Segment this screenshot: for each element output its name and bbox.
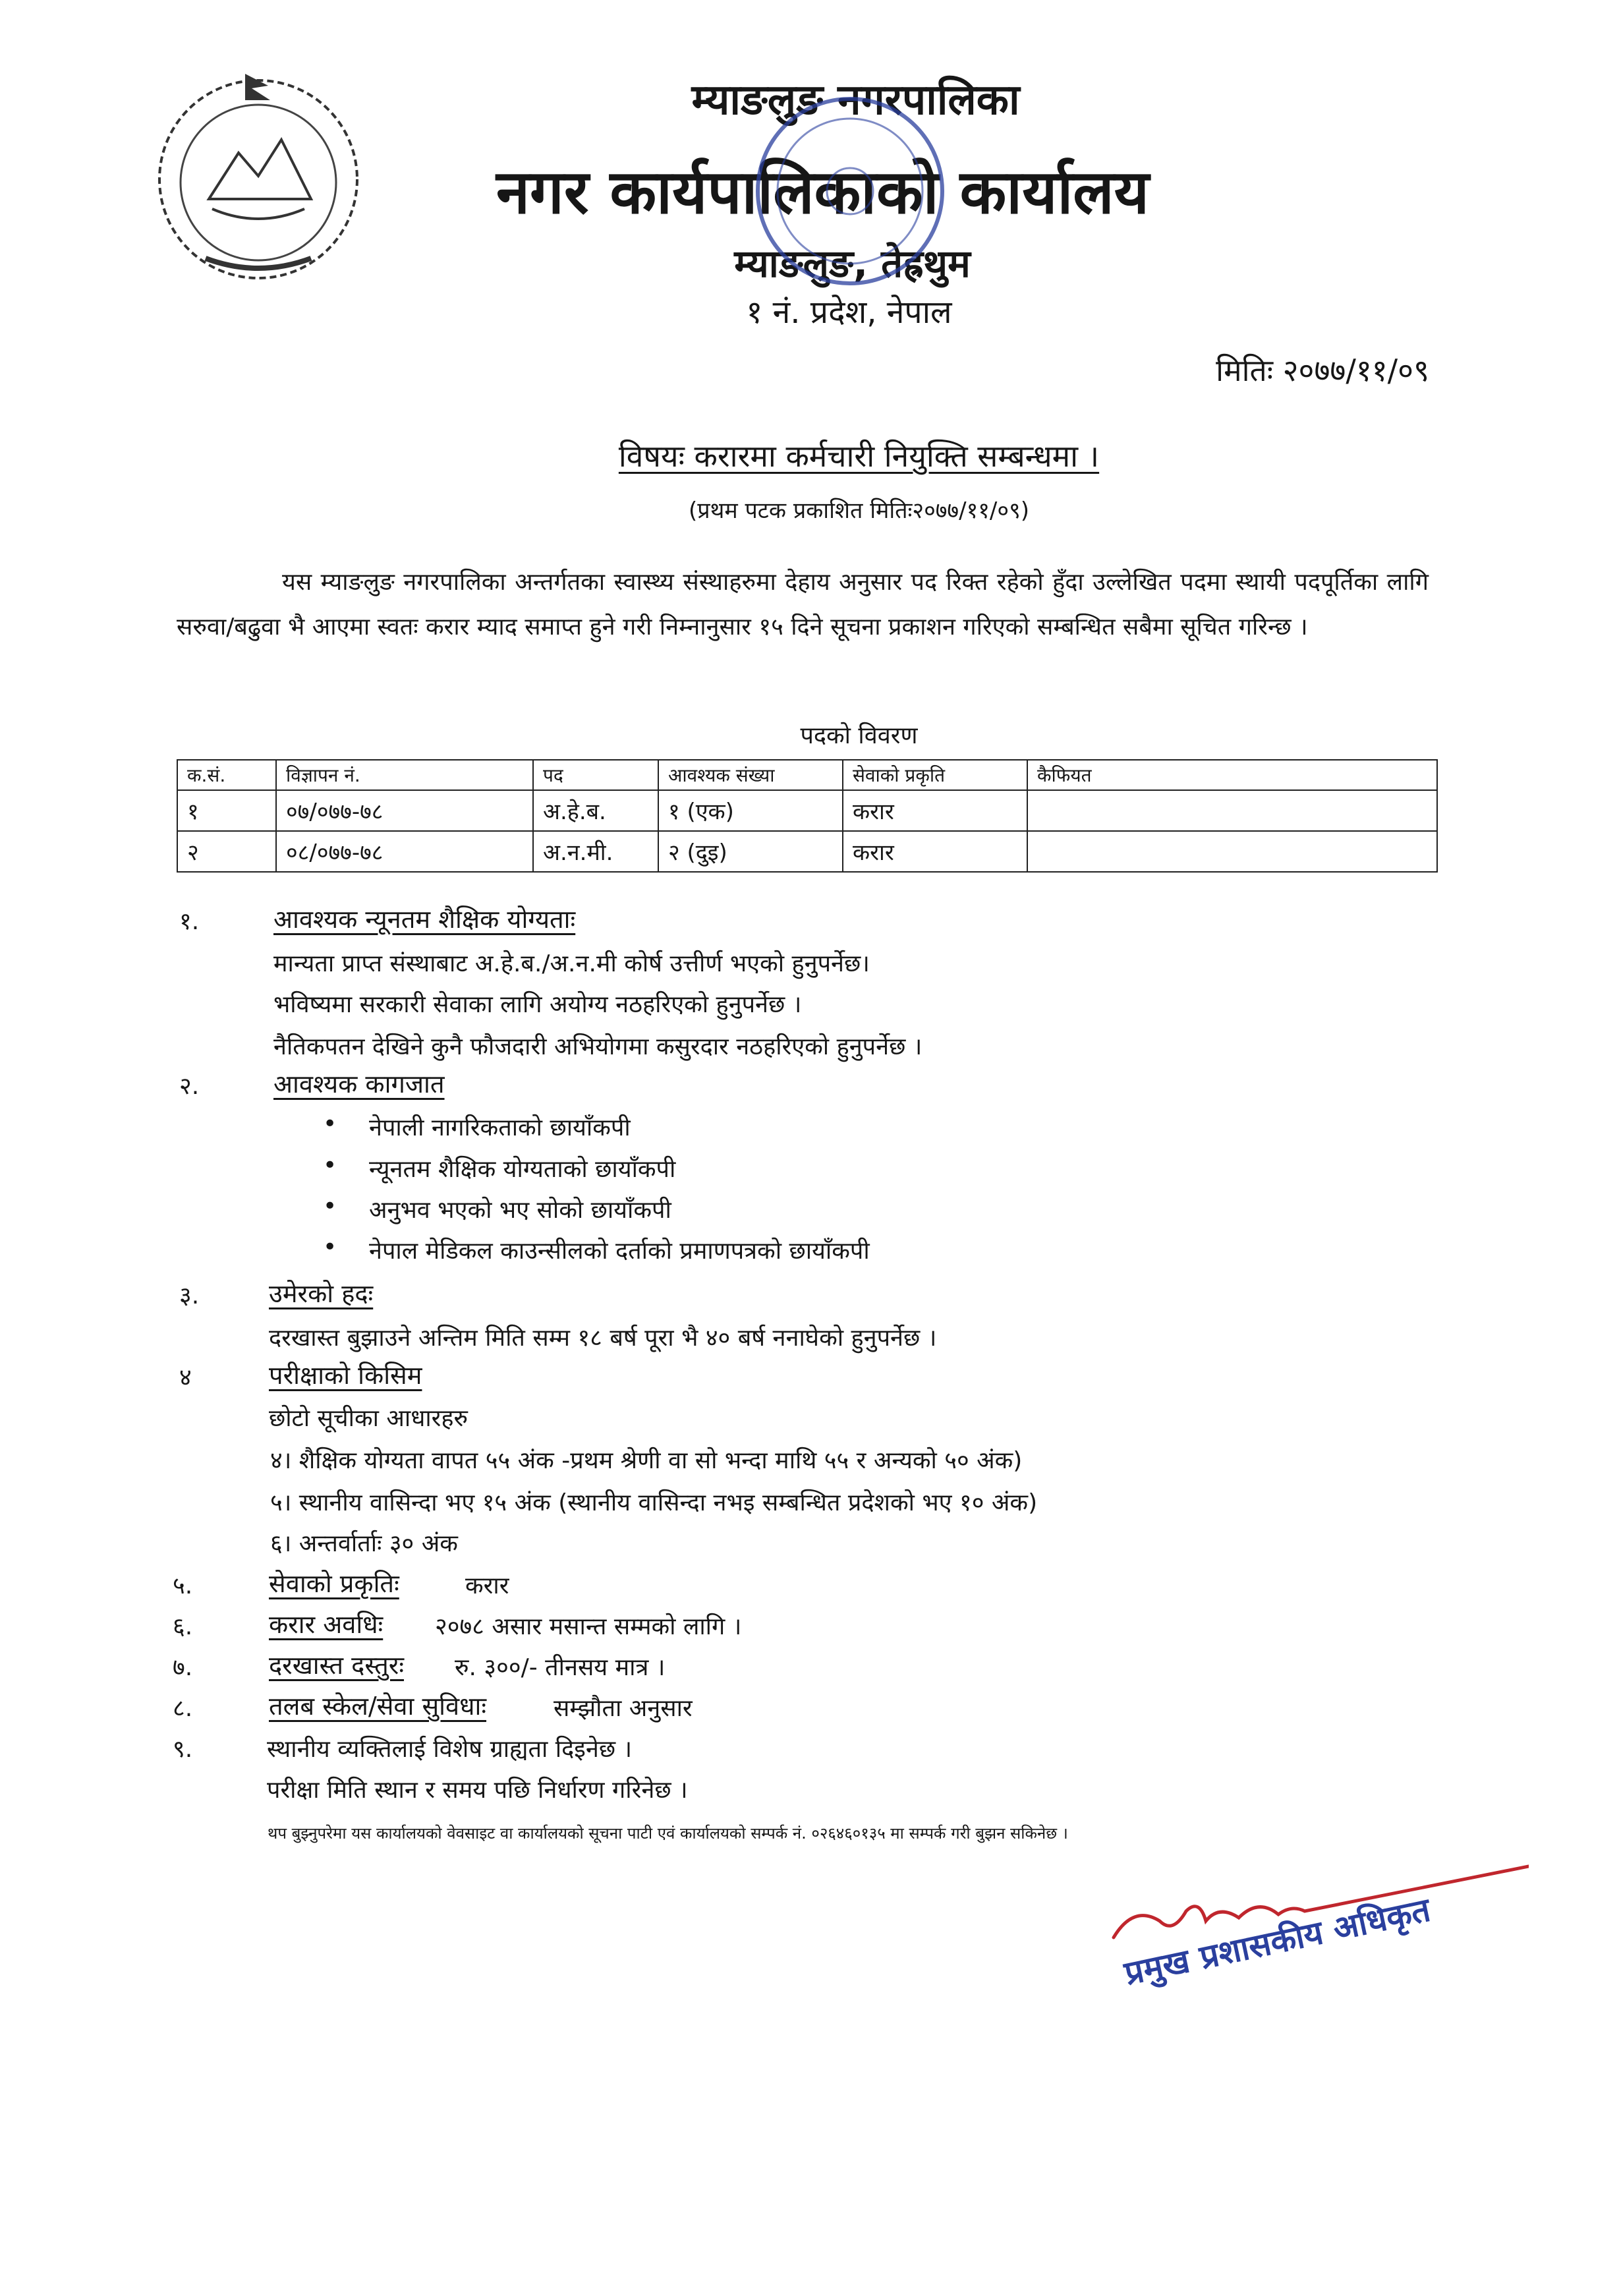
section-number: ३.: [179, 1282, 200, 1309]
table-cell: अ.न.मी.: [533, 831, 658, 872]
column-header: क.सं.: [177, 760, 276, 790]
table-cell: २: [177, 831, 276, 872]
section-title: उमेरको हदः: [269, 1279, 374, 1308]
scoring-item: ६। अन्तर्वार्ताः ३० अंक: [270, 1530, 458, 1557]
section-value: २०७८ असार मसान्त सम्मको लागि ।: [435, 1613, 742, 1640]
section-title: तलब स्केल/सेवा सुविधाः: [269, 1692, 487, 1721]
officer-stamp: प्रमुख प्रशासकीय अधिकृत: [1121, 1890, 1434, 1993]
section-line: दरखास्त बुझाउने अन्तिम मिति सम्म १८ बर्ष पूरा भै ४० बर्ष ननाघेको हुनुपर्नेछ ।: [269, 1325, 937, 1352]
section-title: परीक्षाको किसिम: [269, 1361, 422, 1390]
column-header: विज्ञापन नं.: [276, 760, 533, 790]
section-number: ४: [179, 1364, 192, 1391]
section-number: ८.: [173, 1695, 193, 1722]
section-value: रु. ३००/- तीनसय मात्र ।: [455, 1654, 666, 1681]
contact-footnote: थप बुझ्नुपरेमा यस कार्यालयको वेवसाइट वा कार्यालयको सूचना पाटी एवं कार्यालयको सम्पर्क नं. ०२६४६०१३५ मा सम्पर्क गरी बुझन सकिनेछ ।: [268, 1824, 1068, 1843]
table-cell: करार: [843, 831, 1027, 872]
section-line: नैतिकपतन देखिने कुनै फौजदारी अभियोगमा कसुरदार नठहरिएको हुनुपर्नेछ ।: [273, 1033, 923, 1060]
table-cell: [1027, 790, 1437, 831]
table-caption: पदको विवरण: [800, 722, 918, 749]
section-line: भविष्यमा सरकारी सेवाका लागि अयोग्य नठहरिएको हुनुपर्नेछ ।: [273, 991, 802, 1018]
section-title: सेवाको प्रकृतिः: [269, 1569, 399, 1598]
section-number: ७.: [173, 1654, 193, 1681]
scoring-item: ४। शैक्षिक योग्यता वापत ५५ अंक -प्रथम श्रेणी वा सो भन्दा माथि ५५ र अन्यको ५० अंक): [270, 1447, 1023, 1474]
section-line: परीक्षा मिति स्थान र समय पछि निर्धारण गरिनेछ ।: [267, 1777, 688, 1804]
table-cell: १ (एक): [658, 790, 843, 831]
table-cell: २ (दुइ): [658, 831, 843, 872]
list-item: • नेपाली नागरिकताको छायाँकपी: [369, 1110, 631, 1143]
table-cell: [1027, 831, 1437, 872]
office-province: १ नं. प्रदेश, नेपाल: [746, 294, 952, 331]
table-header-row: [177, 760, 1437, 790]
section-title: करार अवधिः: [269, 1610, 383, 1639]
table-row: [177, 790, 1437, 831]
section-number: २.: [179, 1073, 200, 1100]
section-value: करार: [465, 1572, 509, 1599]
section-line: छोटो सूचीका आधारहरु: [269, 1405, 469, 1432]
table-cell: करार: [843, 790, 1027, 831]
section-line: मान्यता प्राप्त संस्थाबाट अ.हे.ब./अ.न.मी कोर्ष उत्तीर्ण भएको हुनुपर्नेछ।: [273, 950, 870, 977]
section-number: ६.: [173, 1613, 193, 1640]
section-number: १.: [179, 908, 200, 935]
office-stamp: [745, 86, 955, 297]
list-item: • अनुभव भएको भए सोको छायाँकपी: [369, 1193, 671, 1225]
column-header: कैफियत: [1027, 760, 1437, 790]
section-title: दरखास्त दस्तुरः: [269, 1651, 405, 1680]
notice-date: मितिः २०७७/११/०९: [1216, 353, 1429, 388]
section-value: सम्झौता अनुसार: [554, 1695, 693, 1722]
publication-date: (प्रथम पटक प्रकाशित मितिः२०७७/११/०९): [688, 498, 1030, 524]
scoring-item: ५। स्थानीय वासिन्दा भए १५ अंक (स्थानीय वासिन्दा नभइ सम्बन्धित प्रदेशको भए १० अंक): [270, 1489, 1038, 1516]
office-name: नगर कार्यपालिकाको कार्यालय: [496, 157, 1150, 227]
table-row: [177, 831, 1437, 872]
list-item: • न्यूनतम शैक्षिक योग्यताको छायाँकपी: [369, 1152, 675, 1184]
table-cell: १: [177, 790, 276, 831]
section-number: ९.: [173, 1736, 193, 1763]
notice-subject: विषयः करारमा कर्मचारी नियुक्ति सम्बन्धमा ।: [618, 438, 1100, 474]
intro-paragraph: यस म्याङलुङ नगरपालिका अन्तर्गतका स्वास्थ्य संस्थाहरुमा देहाय अनुसार पद रिक्त रहेको हुँदा उल्लेखित पदमा स्थायी पदपूर्तिका लागि सरुवा/बढुवा भै आएमा स्वतः करार म्याद समाप्त हुने गरी निम्नानुसार १५ दिने सूचना प्रकाशन गरिएको सम्बन्धित सबैमा सूचित गरिन्छ ।: [177, 569, 1429, 641]
table-cell: ०७/०७७-७८: [276, 790, 533, 831]
subject-wrap: [0, 435, 1619, 476]
list-item: • नेपाल मेडिकल काउन्सीलको दर्ताको प्रमाणपत्रको छायाँकपी: [369, 1234, 870, 1266]
municipality-name: म्याङलुङ नगरपालिका: [691, 76, 1020, 125]
section-number: ५.: [173, 1572, 193, 1599]
posts-table: [177, 759, 1438, 873]
column-header: सेवाको प्रकृति: [843, 760, 1027, 790]
table-cell: ०८/०७७-७८: [276, 831, 533, 872]
column-header: पद: [533, 760, 658, 790]
section-title: आवश्यक न्यूनतम शैक्षिक योग्यताः: [273, 905, 576, 934]
table-cell: अ.हे.ब.: [533, 790, 658, 831]
office-location: म्याङलुङ, तेह्रथुम: [734, 241, 971, 286]
column-header: आवश्यक संख्या: [658, 760, 843, 790]
section-title: आवश्यक कागजात: [273, 1070, 445, 1099]
section-line: स्थानीय व्यक्तिलाई विशेष ग्राह्यता दिइनेछ ।: [267, 1736, 633, 1763]
